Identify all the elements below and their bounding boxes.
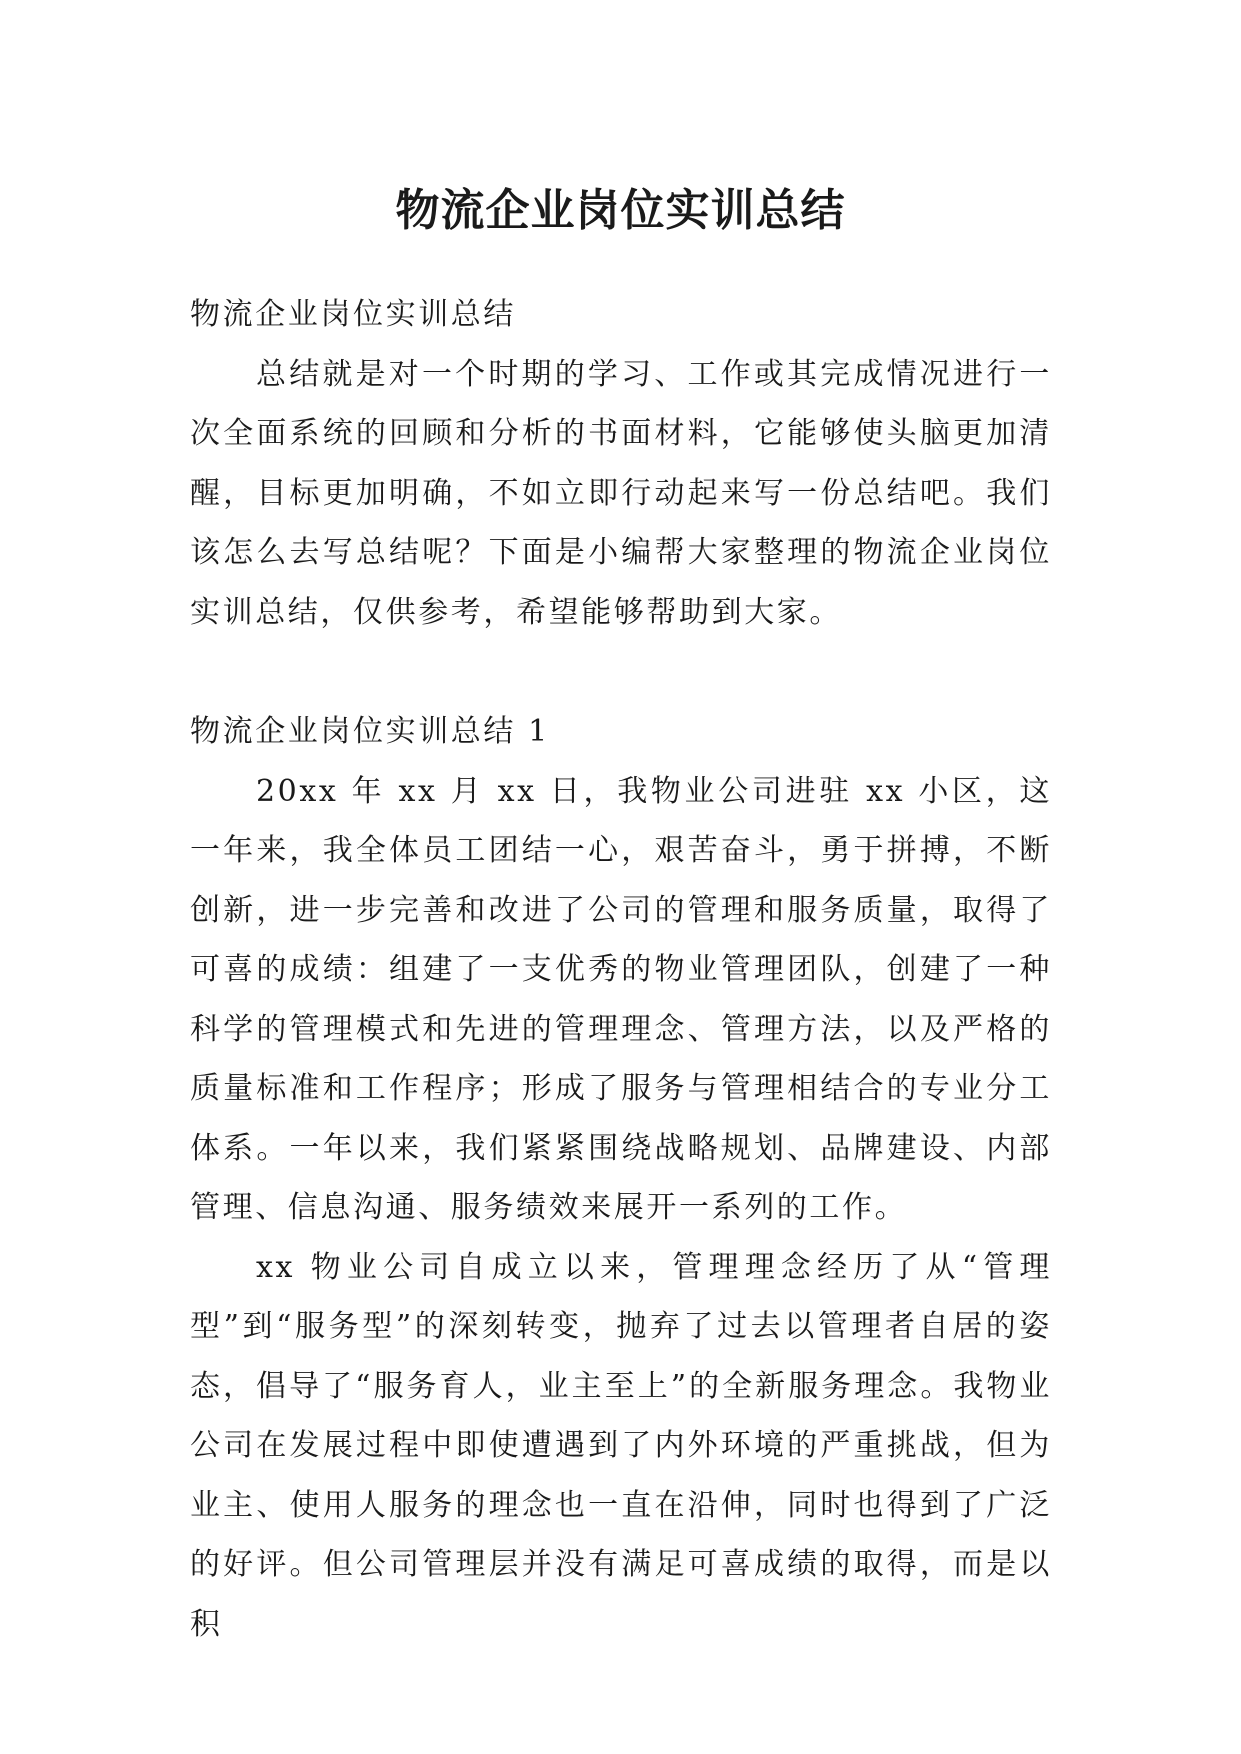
document-title: 物流企业岗位实训总结: [395, 185, 846, 237]
section-1-paragraph-2: xx 物业公司自成立以来，管理理念经历了从“管理型”到“服务型”的深刻转变，抛弃了过去以管理者自居的姿态，倡导了“服务育人，业主至上”的全新服务理念。我物业公司在发展过程中即使遭遇到了内外环境的严重挑战，但为业主、使用人服务的理念也一直在沿伸，同时也得到了广泛的好评。但公司管理层并没有满足可喜成绩的取得，而是以积: [190, 1249, 1052, 1642]
section-1-heading: 物流企业岗位实训总结 1: [190, 714, 550, 749]
section-spacer: [190, 642, 1052, 702]
intro-heading: 物流企业岗位实训总结: [190, 297, 516, 332]
document-body: [190, 285, 1052, 1654]
intro-paragraph: 总结就是对一个时期的学习、工作或其完成情况进行一次全面系统的回顾和分析的书面材料，它能够使头脑更加清醒，目标更加明确，不如立即行动起来写一份总结吧。我们该怎么去写总结呢？下面是小编帮大家整理的物流企业岗位实训总结，仅供参考，希望能够帮助到大家。: [190, 356, 1052, 630]
section-1-paragraph-1: 20xx 年 xx 月 xx 日，我物业公司进驻 xx 小区，这一年来，我全体员工团结一心，艰苦奋斗，勇于拼搏，不断创新，进一步完善和改进了公司的管理和服务质量，取得了可喜的成绩：组建了一支优秀的物业管理团队，创建了一种科学的管理模式和先进的管理理念、管理方法，以及严格的质量标准和工作程序；形成了服务与管理相结合的专业分工体系。一年以来，我们紧紧围绕战略规划、品牌建设、内部管理、信息沟通、服务绩效来展开一系列的工作。: [190, 773, 1052, 1225]
